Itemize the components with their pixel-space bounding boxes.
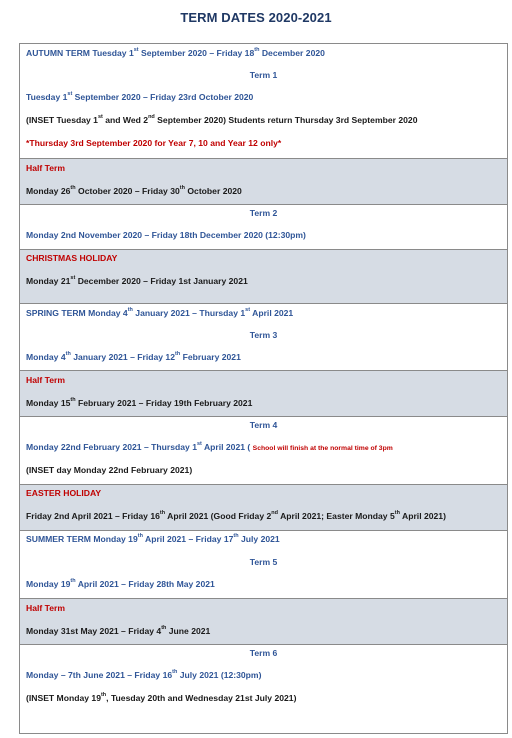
half-term-2-dates: Monday 15th February 2021 – Friday 19th February 2021	[26, 397, 253, 408]
christmas-holiday-label: CHRISTMAS HOLIDAY	[26, 253, 118, 263]
term-2-label: Term 2	[249, 208, 278, 218]
term-4-label: Term 4	[249, 420, 278, 430]
christmas-holiday-dates: Monday 21st December 2020 – Friday 1st January 2021	[26, 275, 248, 286]
term-2-dates: Monday 2nd November 2020 – Friday 18th December 2020 (12:30pm)	[26, 230, 306, 240]
term-1-inset: (INSET Tuesday 1st and Wed 2nd September 2020) Students return Thursday 3rd September 2020	[26, 114, 418, 125]
half-term-2-label: Half Term	[26, 375, 65, 385]
term-6-inset: (INSET Monday 19th, Tuesday 20th and Wednesday 21st July 2021)	[26, 692, 297, 703]
term-4-section	[20, 416, 507, 484]
term-6-label: Term 6	[249, 648, 278, 658]
half-term-3-section	[20, 598, 507, 644]
half-term-1-section	[20, 158, 507, 204]
half-term-3-dates: Monday 31st May 2021 – Friday 4th June 2021	[26, 625, 211, 636]
spring-term-heading: SPRING TERM Monday 4th January 2021 – Thursday 1st April 2021	[26, 307, 294, 318]
term-2-section	[20, 204, 507, 249]
half-term-3-label: Half Term	[26, 603, 65, 613]
term-6-dates: Monday – 7th June 2021 – Friday 16th July 2021 (12:30pm)	[26, 669, 262, 680]
term-1-note: *Thursday 3rd September 2020 for Year 7, 10 and Year 12 only*	[26, 138, 282, 148]
easter-holiday-label: EASTER HOLIDAY	[26, 488, 102, 498]
half-term-2-section	[20, 370, 507, 416]
term-4-inset: (INSET day Monday 22nd February 2021)	[26, 465, 193, 475]
half-term-1-dates: Monday 26th October 2020 – Friday 30th October 2020	[26, 185, 242, 196]
summer-term-heading: SUMMER TERM Monday 19th April 2021 – Friday 17th July 2021	[26, 533, 280, 544]
term-4-finish-note: School will finish at the normal time of 3pm	[252, 445, 393, 452]
term-5-dates: Monday 19th April 2021 – Friday 28th May 2021	[26, 578, 215, 589]
autumn-term-heading: AUTUMN TERM Tuesday 1st September 2020 – Friday 18th December 2020	[26, 47, 325, 58]
autumn-term-section	[20, 44, 507, 158]
term-1-dates: Tuesday 1st September 2020 – Friday 23rd October 2020	[26, 91, 254, 102]
term-4-dates: Monday 22nd February 2021 – Thursday 1st April 2021 ( School will finish at the normal time of 3pm	[26, 441, 393, 452]
term-6-section	[20, 644, 507, 733]
term-5-label: Term 5	[249, 557, 278, 567]
spring-term-section	[20, 303, 507, 370]
summer-term-section	[20, 530, 507, 598]
term-3-dates: Monday 4th January 2021 – Friday 12th February 2021	[26, 351, 241, 362]
page-title: TERM DATES 2020-2021	[180, 10, 332, 25]
half-term-1-label: Half Term	[26, 163, 65, 173]
easter-holiday-section	[20, 484, 507, 530]
christmas-holiday-section	[20, 249, 507, 303]
term-3-label: Term 3	[249, 330, 278, 340]
term-dates-table	[19, 43, 508, 734]
term-1-label: Term 1	[249, 70, 278, 80]
easter-holiday-dates: Friday 2nd April 2021 – Friday 16th April 2021 (Good Friday 2nd April 2021; Easter Monday 5th April 2021)	[26, 510, 446, 521]
